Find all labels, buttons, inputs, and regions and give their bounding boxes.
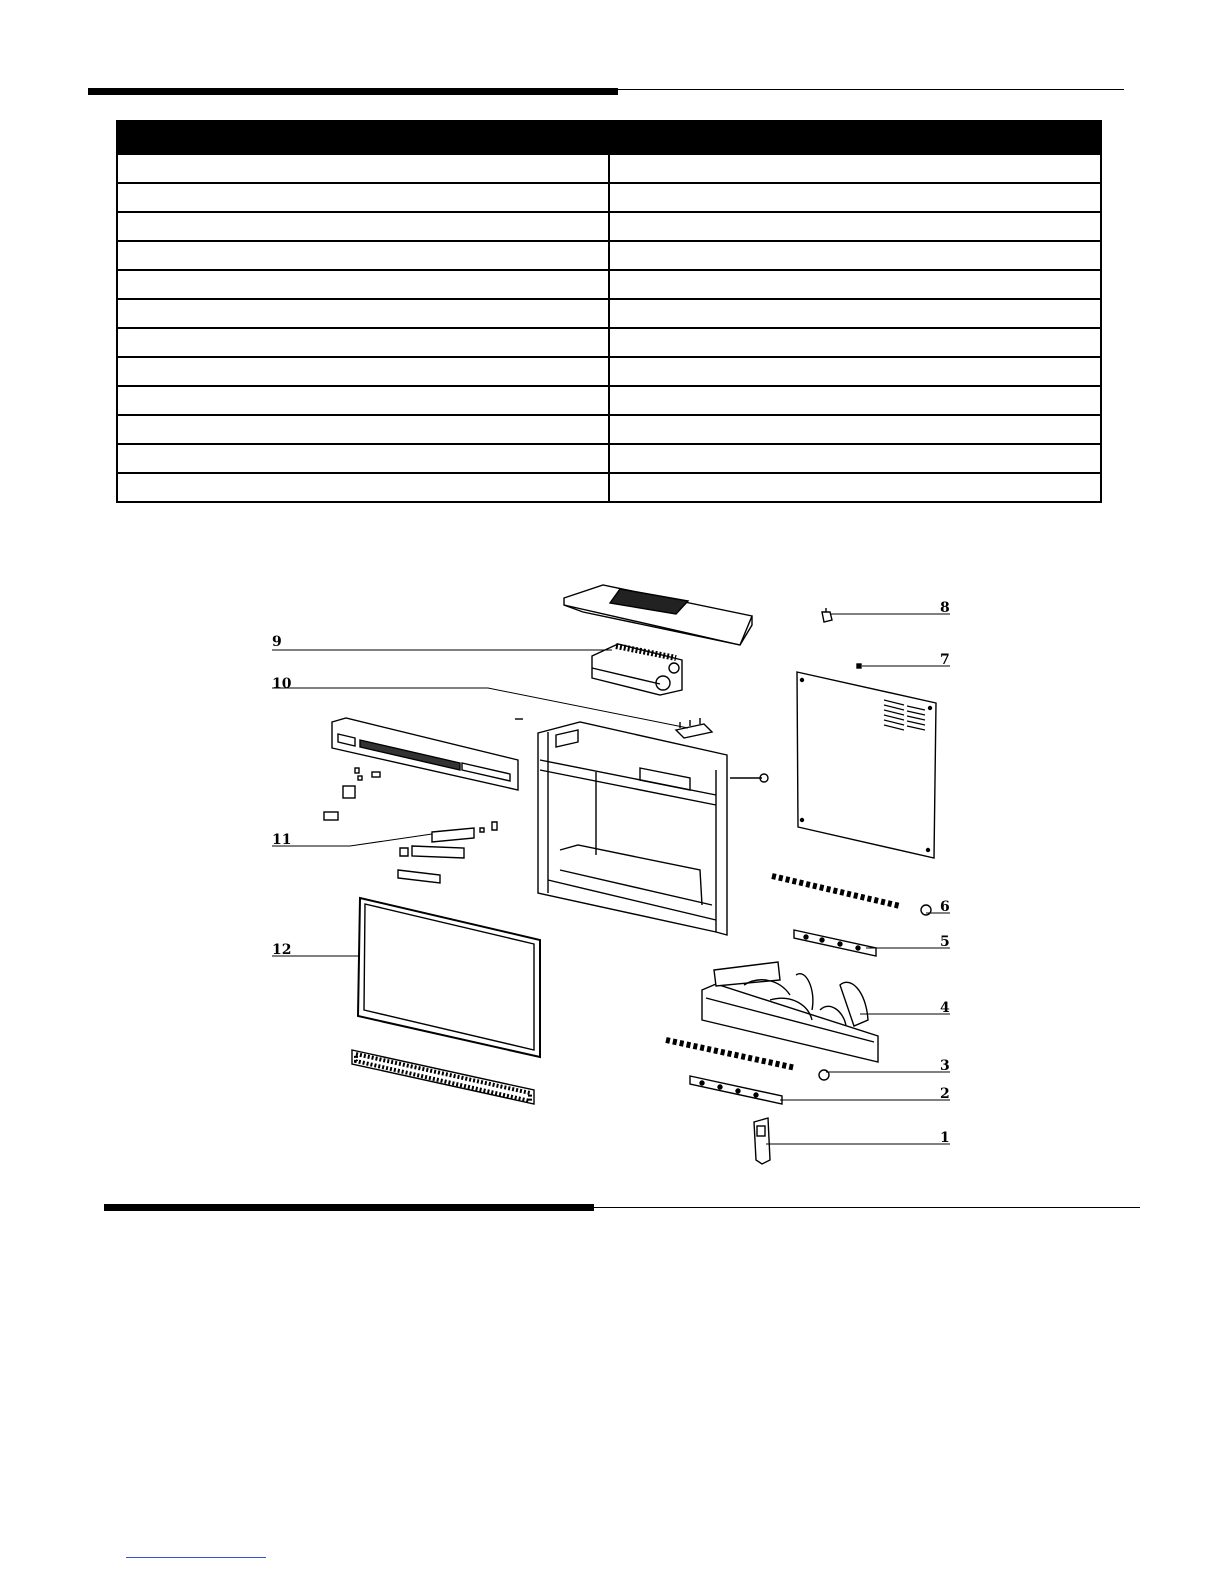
callout-8: 8 [940,600,950,616]
heater-blower [592,644,682,695]
table-row [117,328,1101,357]
part-7-clip [857,664,861,668]
part-1-remote [754,1118,770,1164]
part-desc-cell [609,473,1101,502]
part-desc-cell [609,357,1101,386]
table-row [117,212,1101,241]
callout-3: 3 [940,1058,950,1074]
table-row [117,270,1101,299]
callout-11: 11 [272,832,292,848]
parts-table-header-no [117,121,609,154]
callout-2: 2 [940,1086,950,1102]
part-no-cell [117,270,609,299]
part-no-cell [117,415,609,444]
part-2-light-bar [690,1076,782,1104]
table-row [117,183,1101,212]
part-no-cell [117,357,609,386]
callout-1: 1 [940,1130,950,1146]
part-5-light-bar [794,930,876,956]
part-desc-cell [609,270,1101,299]
part-10-board [676,718,712,738]
part-no-cell [117,386,609,415]
table-row [117,386,1101,415]
page-footer-line [126,1557,266,1558]
parts-table [116,120,1102,503]
callout-9: 9 [272,634,282,650]
table-row [117,415,1101,444]
parts-table-header [117,121,1101,154]
part-desc-cell [609,241,1101,270]
part-4-log-set [702,962,878,1062]
part-no-cell [117,473,609,502]
table-row [117,299,1101,328]
callout-12: 12 [272,942,292,958]
callout-4: 4 [940,1000,950,1016]
firebox-frame [538,722,768,935]
table-row [117,154,1101,183]
callout-6: 6 [940,899,950,915]
callout-5: 5 [940,934,950,950]
part-desc-cell [609,154,1101,183]
part-desc-cell [609,299,1101,328]
part-desc-cell [609,415,1101,444]
part-desc-cell [609,212,1101,241]
part-no-cell [117,183,609,212]
footer-rule-thin [594,1207,1140,1208]
back-panel [797,672,936,858]
part-desc-cell [609,386,1101,415]
part-8-bracket [822,608,832,622]
control-panel [332,718,523,790]
exploded-parts-diagram [0,540,1224,1180]
callout-7: 7 [940,652,950,668]
part-6-ember-strip [772,876,931,915]
header-rule-thick [88,88,618,95]
part-no-cell [117,154,609,183]
table-row [117,357,1101,386]
table-row [117,241,1101,270]
table-row [117,473,1101,502]
header-rule-thin [618,89,1124,90]
footer-rule-thick [104,1204,594,1211]
part-desc-cell [609,183,1101,212]
part-11-receiver [398,828,474,883]
part-no-cell [117,241,609,270]
part-no-cell [117,299,609,328]
part-desc-cell [609,328,1101,357]
parts-table-header-desc [609,121,1101,154]
part-no-cell [117,212,609,241]
part-no-cell [117,444,609,473]
part-3-ember-strip [666,1040,829,1080]
part-no-cell [117,328,609,357]
part-12-glass-frame [358,898,540,1057]
top-cover [564,585,752,645]
bottom-grille [352,1050,534,1104]
table-row [117,444,1101,473]
callout-10: 10 [272,676,292,692]
part-desc-cell [609,444,1101,473]
